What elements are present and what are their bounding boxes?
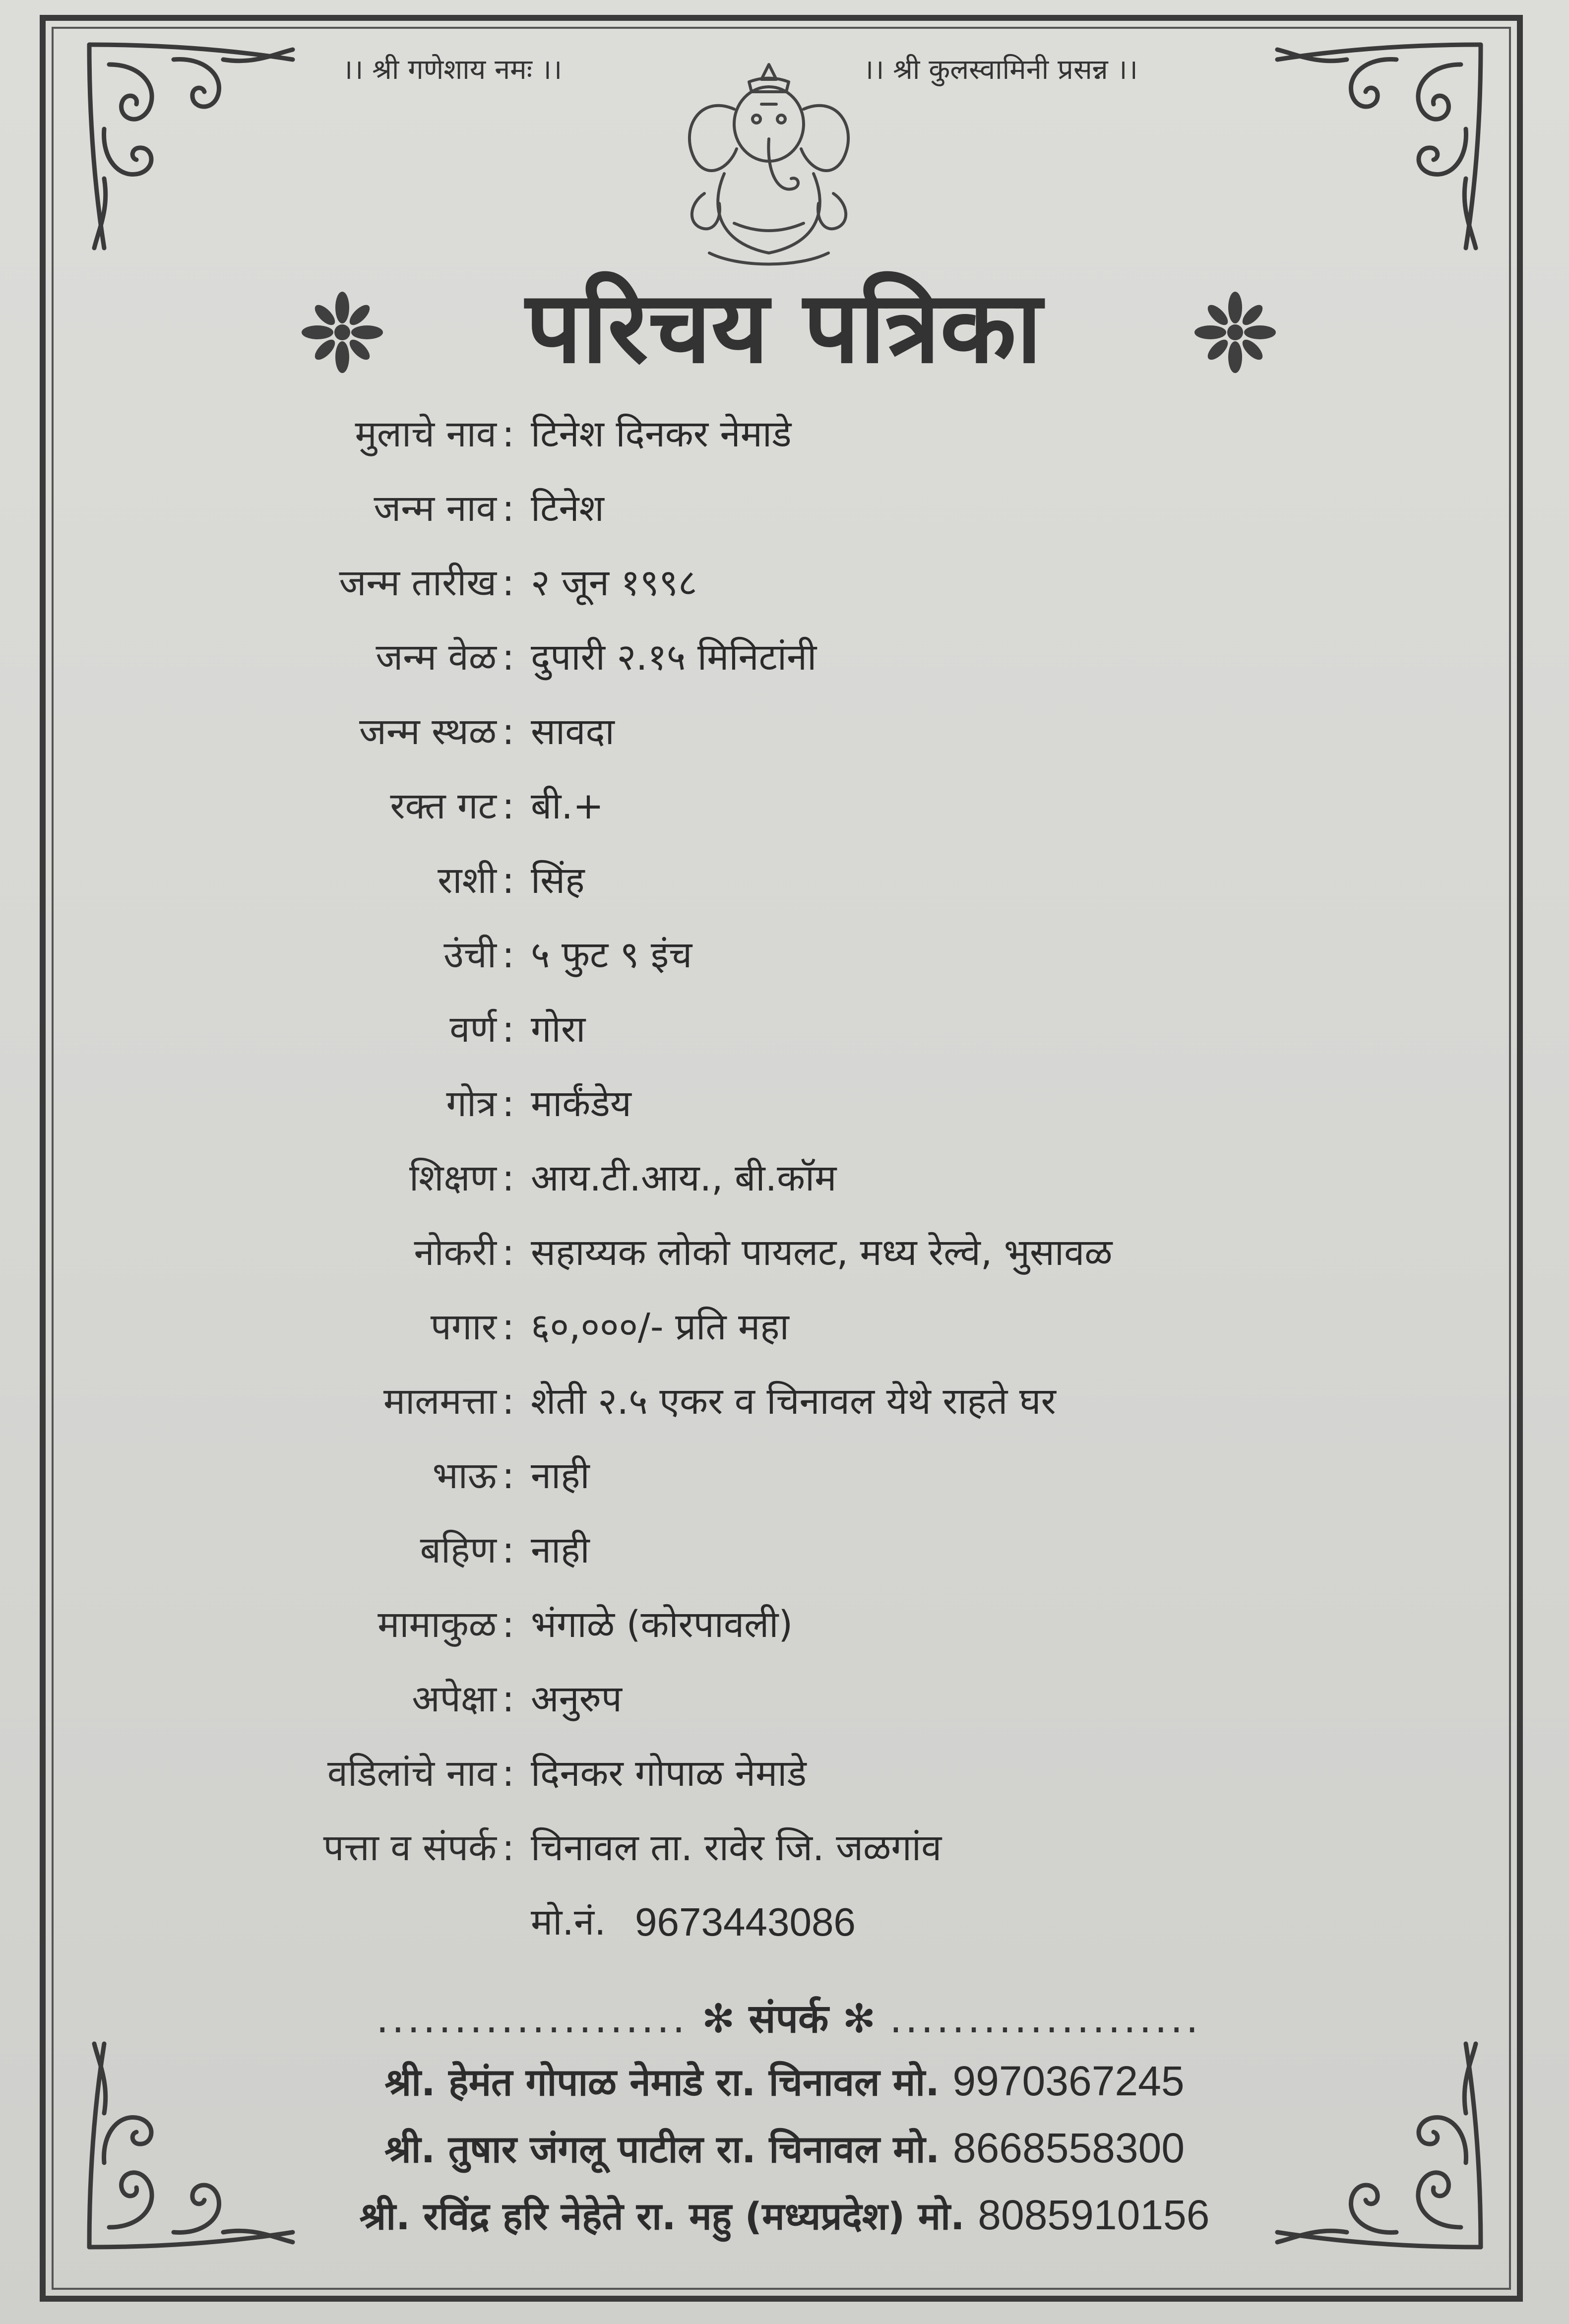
detail-row: बहिण : नाही xyxy=(0,1513,1569,1587)
flower-icon xyxy=(298,288,387,377)
detail-label: जन्म स्थळ xyxy=(359,710,497,753)
contact-name: श्री. तुषार जंगलू पाटील रा. चिनावल मो. xyxy=(384,2127,940,2171)
detail-value: दिनकर गोपाळ नेमाडे xyxy=(531,1752,807,1795)
flower-icon xyxy=(1191,288,1280,377)
detail-value: नाही xyxy=(531,1529,590,1571)
detail-label: जन्म नाव xyxy=(374,487,497,530)
contact-heading-text: संपर्क xyxy=(749,1996,829,2042)
page-title: परिचय पत्रिका xyxy=(525,269,1042,385)
flower-icon: ✻ xyxy=(701,1996,735,2042)
detail-row: पगार : ६०,०००/- प्रति महा xyxy=(0,1290,1569,1364)
mobile-prefix: मो.नं. xyxy=(531,1901,606,1944)
detail-value: नाही xyxy=(531,1454,590,1497)
contact-phone: 9970367245 xyxy=(952,2058,1185,2104)
detail-label: रक्त गट xyxy=(390,785,497,827)
detail-row: जन्म स्थळ : सावदा xyxy=(0,694,1569,769)
detail-value: ६०,०००/- प्रति महा xyxy=(531,1306,789,1348)
detail-label: राशी xyxy=(438,859,497,902)
detail-row: वर्ण : गोरा xyxy=(0,992,1569,1067)
detail-row: राशी : सिंह xyxy=(0,843,1569,918)
corner-scroll-icon xyxy=(74,30,308,263)
dotted-leader: .................... xyxy=(889,1996,1201,2042)
detail-row: नोकरी : सहाय्यक लोको पायलट, मध्य रेल्वे, भुसावळ xyxy=(0,1215,1569,1290)
detail-label: मामाकुळ xyxy=(377,1603,497,1646)
detail-value: दुपारी २.१५ मिनिटांनी xyxy=(531,636,817,679)
ganesha-icon xyxy=(660,45,878,273)
detail-row: शिक्षण : आय.टी.आय., बी.कॉम xyxy=(0,1141,1569,1215)
detail-value: ५ फुट ९ इंच xyxy=(531,934,692,976)
mobile-number: 9673443086 xyxy=(635,1900,856,1944)
invocation-left: ।। श्री गणेशाय नमः ।। xyxy=(342,54,563,86)
detail-label: मालमत्ता xyxy=(383,1380,497,1423)
detail-label: वर्ण xyxy=(449,1008,497,1051)
detail-value: टिनेश xyxy=(531,487,604,530)
detail-value: सिंह xyxy=(531,859,585,902)
detail-label: पत्ता व संपर्क xyxy=(323,1826,497,1869)
detail-value: २ जून १९९८ xyxy=(531,562,697,604)
detail-value: भंगाळे (कोरपावली) xyxy=(531,1603,793,1646)
detail-row: रक्त गट : बी.+ xyxy=(0,769,1569,843)
contact-name: श्री. हेमंत गोपाळ नेमाडे रा. चिनावल मो. xyxy=(384,2060,940,2104)
detail-row: भाऊ : नाही xyxy=(0,1439,1569,1513)
detail-label: भाऊ xyxy=(432,1454,497,1497)
detail-row: मामाकुळ : भंगाळे (कोरपावली) xyxy=(0,1587,1569,1662)
detail-value: टिनेश दिनकर नेमाडे xyxy=(531,413,792,455)
dotted-leader: .................... xyxy=(376,1996,688,2042)
detail-row: उंची : ५ फुट ९ इंच xyxy=(0,918,1569,992)
detail-value: सहाय्यक लोको पायलट, मध्य रेल्वे, भुसावळ xyxy=(531,1231,1113,1274)
detail-label: बहिण xyxy=(420,1529,497,1571)
contact-phone: 8668558300 xyxy=(952,2125,1185,2171)
contact-row xyxy=(0,2049,1569,2113)
detail-label: नोकरी xyxy=(414,1231,497,1274)
detail-value: अनुरुप xyxy=(531,1678,622,1720)
detail-row: अपेक्षा : अनुरुप xyxy=(0,1662,1569,1736)
detail-value: चिनावल ता. रावेर जि. जळगांव xyxy=(531,1826,942,1869)
corner-scroll-icon xyxy=(1262,30,1496,263)
mobile-row xyxy=(0,1885,1569,1959)
flower-icon: ✻ xyxy=(842,1996,876,2042)
detail-row: मुलाचे नाव : टिनेश दिनकर नेमाडे xyxy=(0,397,1569,471)
detail-value: गोरा xyxy=(531,1008,586,1051)
detail-row: गोत्र : मार्कंडेय xyxy=(0,1067,1569,1141)
detail-label: शिक्षण xyxy=(409,1157,497,1199)
contact-row xyxy=(0,2116,1569,2180)
detail-row: पत्ता व संपर्क : चिनावल ता. रावेर जि. जळगांव xyxy=(0,1811,1569,1885)
contact-phone: 8085910156 xyxy=(978,2192,1210,2238)
contact-name: श्री. रविंद्र हरि नेहेते रा. महु (मध्यप्रदेश) मो. xyxy=(359,2194,965,2238)
detail-value: मार्कंडेय xyxy=(531,1082,631,1125)
detail-row: वडिलांचे नाव : दिनकर गोपाळ नेमाडे xyxy=(0,1736,1569,1811)
detail-label: मुलाचे नाव xyxy=(355,413,497,455)
detail-row: मालमत्ता : शेती २.५ एकर व चिनावल येथे राहते घर xyxy=(0,1364,1569,1439)
detail-label: पगार xyxy=(430,1306,497,1348)
detail-value: बी.+ xyxy=(531,785,604,827)
detail-label: जन्म वेळ xyxy=(376,636,497,679)
detail-row: जन्म नाव : टिनेश xyxy=(0,471,1569,546)
detail-label: अपेक्षा xyxy=(412,1678,497,1720)
detail-row: जन्म तारीख : २ जून १९९८ xyxy=(0,546,1569,620)
detail-label: गोत्र xyxy=(446,1082,497,1125)
detail-label: जन्म तारीख xyxy=(339,562,497,604)
detail-value: आय.टी.आय., बी.कॉम xyxy=(531,1157,837,1199)
contact-row xyxy=(0,2183,1569,2247)
detail-value: सावदा xyxy=(531,710,615,753)
contact-heading xyxy=(327,1989,1250,2049)
detail-label: वडिलांचे नाव xyxy=(327,1752,497,1795)
detail-value: शेती २.५ एकर व चिनावल येथे राहते घर xyxy=(531,1380,1056,1423)
invocation-right: ।। श्री कुलस्वामिनी प्रसन्न ।। xyxy=(863,54,1138,86)
detail-label: उंची xyxy=(443,934,497,976)
detail-row: जन्म वेळ : दुपारी २.१५ मिनिटांनी xyxy=(0,620,1569,694)
